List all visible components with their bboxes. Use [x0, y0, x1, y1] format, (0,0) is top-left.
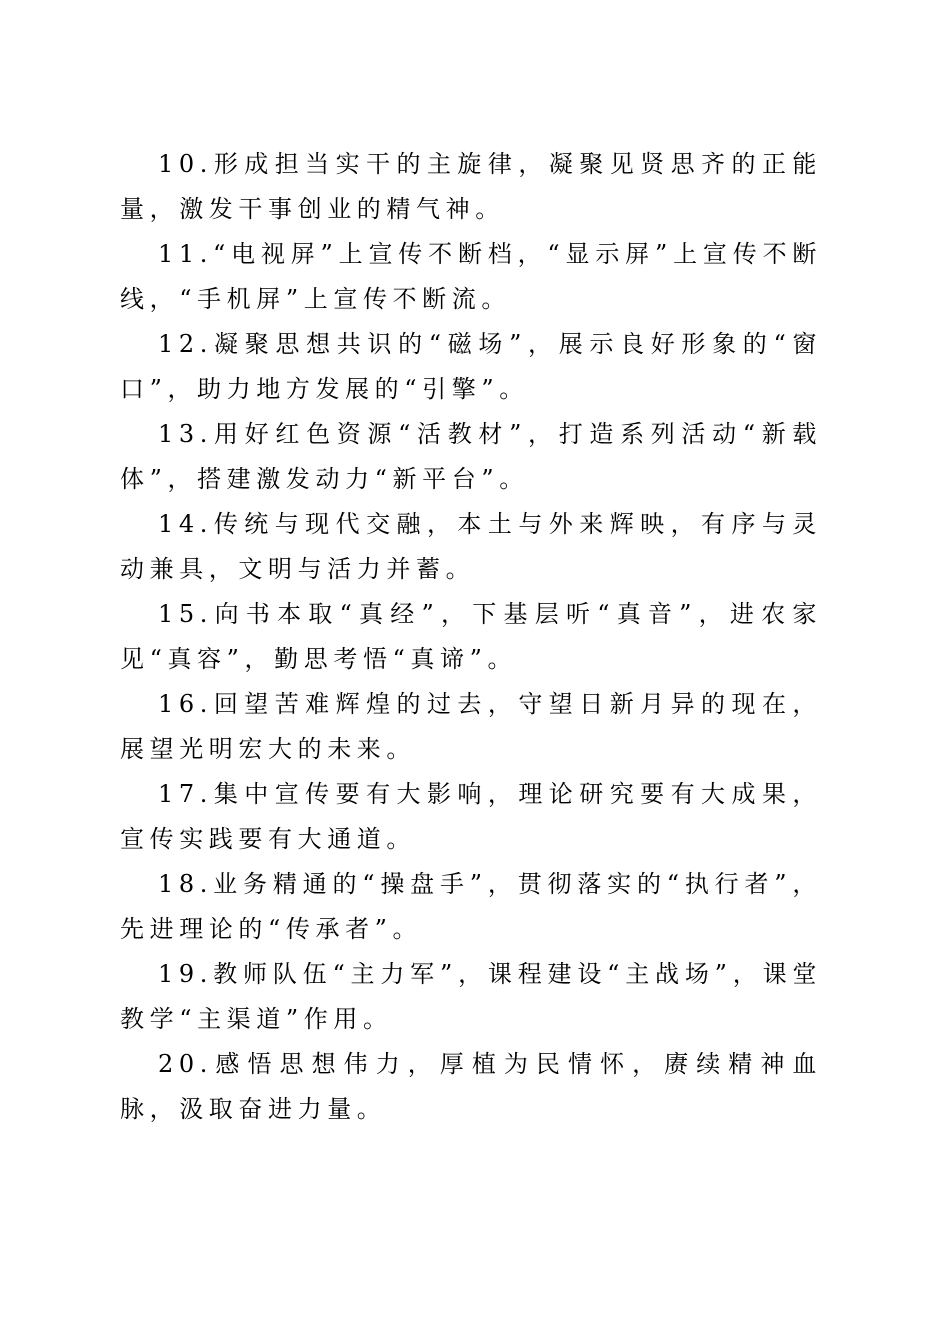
- list-item: 13.用好红色资源“活教材”，打造系列活动“新载体”，搭建激发动力“新平台”。: [120, 420, 822, 493]
- list-item: 11.“电视屏”上宣传不断档，“显示屏”上宣传不断线，“手机屏”上宣传不断流。: [120, 240, 822, 313]
- list-item: 19.教师队伍“主力军”，课程建设“主战场”，课堂教学“主渠道”作用。: [120, 960, 822, 1033]
- list-item: 17.集中宣传要有大影响，理论研究要有大成果，宣传实践要有大通道。: [120, 780, 822, 853]
- list-item: 20.感悟思想伟力，厚植为民情怀，赓续精神血脉，汲取奋进力量。: [120, 1050, 822, 1123]
- list-item: 10.形成担当实干的主旋律，凝聚见贤思齐的正能量，激发干事创业的精气神。: [120, 150, 822, 223]
- list-item: 15.向书本取“真经”，下基层听“真音”，进农家见“真容”，勤思考悟“真谛”。: [120, 600, 822, 673]
- list-item: 16.回望苦难辉煌的过去，守望日新月异的现在，展望光明宏大的未来。: [120, 690, 822, 763]
- list-item: 14.传统与现代交融，本土与外来辉映，有序与灵动兼具，文明与活力并蓄。: [120, 510, 822, 583]
- list-item: 12.凝聚思想共识的“磁场”，展示良好形象的“窗口”，助力地方发展的“引擎”。: [120, 330, 822, 403]
- list-item: 18.业务精通的“操盘手”，贯彻落实的“执行者”，先进理论的“传承者”。: [120, 870, 822, 943]
- document-body: [120, 142, 822, 1132]
